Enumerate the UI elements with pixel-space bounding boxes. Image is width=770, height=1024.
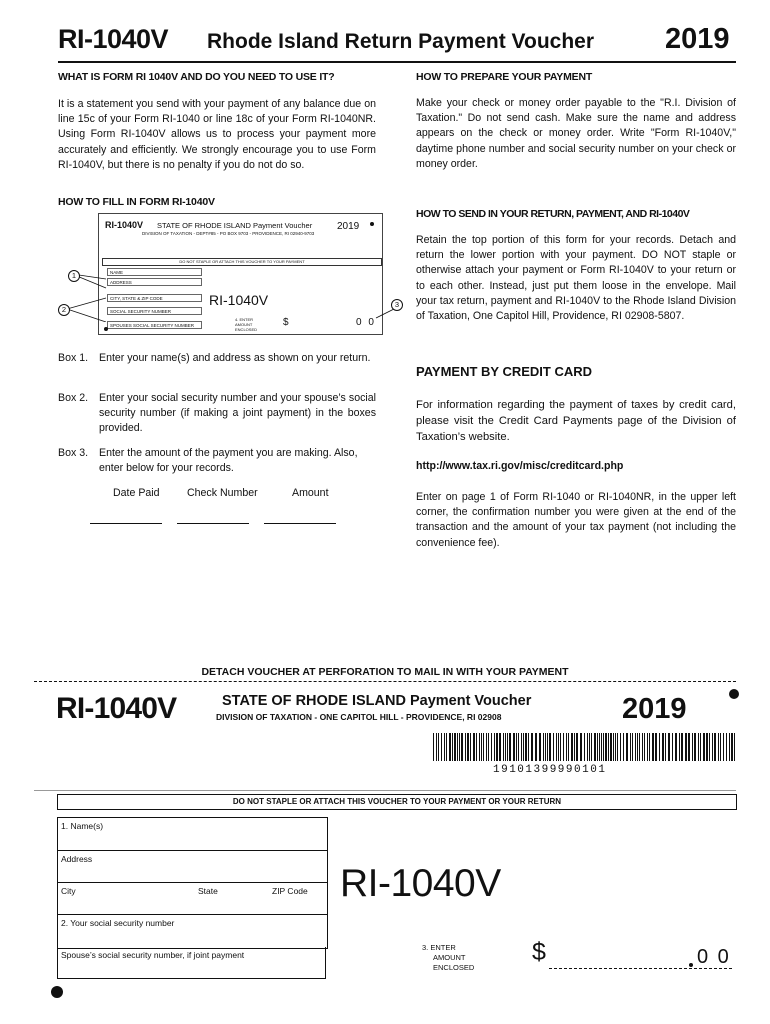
barcode-bar xyxy=(714,733,716,761)
barcode-bar xyxy=(560,733,561,761)
barcode-bar xyxy=(692,733,693,761)
barcode-bar xyxy=(703,733,705,761)
names-label: 1. Name(s) xyxy=(61,821,104,831)
barcode-bar xyxy=(597,733,598,761)
voucher-title: STATE OF RHODE ISLAND Payment Voucher xyxy=(222,693,532,709)
barcode-bar xyxy=(494,733,495,761)
fill-heading: HOW TO FILL IN FORM RI-1040V xyxy=(58,196,215,208)
barcode-bar xyxy=(688,733,690,761)
sample-dollar: $ xyxy=(283,317,289,328)
barcode-number: 19101399990101 xyxy=(493,764,607,776)
date-paid-line[interactable] xyxy=(90,523,162,524)
barcode-bar xyxy=(543,733,544,761)
barcode-bar xyxy=(461,733,463,761)
barcode-bar xyxy=(563,733,564,761)
barcode-bar xyxy=(523,733,524,761)
barcode-bar xyxy=(623,733,624,761)
barcode-bar xyxy=(568,733,569,761)
sample-title: STATE OF RHODE ISLAND Payment Voucher xyxy=(157,221,313,230)
barcode-bar xyxy=(481,733,482,761)
barcode-bar xyxy=(610,733,612,761)
barcode-bar xyxy=(594,733,596,761)
barcode-bar xyxy=(685,733,687,761)
barcode-bar xyxy=(635,733,636,761)
barcode-bar xyxy=(446,733,447,761)
barcode-bar xyxy=(499,733,501,761)
sample-name: NAME xyxy=(107,268,202,276)
barcode-bar xyxy=(571,733,573,761)
sample-city: CITY, STATE & ZIP CODE xyxy=(107,294,202,302)
barcode-bar xyxy=(698,733,699,761)
barcode-bar xyxy=(694,733,696,761)
amount-line[interactable] xyxy=(264,523,336,524)
barcode-bar xyxy=(444,733,445,761)
barcode-bar xyxy=(608,733,609,761)
sample-spouse-ssn: SPOUSES SOCIAL SECURITY NUMBER xyxy=(107,321,202,329)
barcode-bar xyxy=(726,733,727,761)
barcode-bar xyxy=(491,733,492,761)
sample-no-staple: DO NOT STAPLE OR ATTACH THIS VOUCHER TO YOUR PAYMENT xyxy=(102,258,382,266)
col-date-paid: Date Paid xyxy=(113,487,160,499)
barcode-bar xyxy=(486,733,487,761)
barcode-bar xyxy=(613,733,614,761)
voucher-form-box xyxy=(57,817,328,949)
detach-instruction: DETACH VOUCHER AT PERFORATION TO MAIL IN WITH YOUR PAYMENT xyxy=(201,666,569,678)
callout-arrows xyxy=(60,262,410,322)
sample-address: ADDRESS xyxy=(107,278,202,286)
barcode xyxy=(433,733,737,761)
barcode-bar xyxy=(679,733,680,761)
barcode-bar xyxy=(605,733,607,761)
callout-1: 1 xyxy=(68,270,80,282)
barcode-bar xyxy=(603,733,604,761)
address-field[interactable] xyxy=(58,851,327,883)
barcode-bar xyxy=(449,733,451,761)
barcode-bar xyxy=(488,733,489,761)
form-number: RI-1040V xyxy=(58,24,169,54)
address-label: Address xyxy=(61,854,93,864)
barcode-bar xyxy=(700,733,701,761)
callout-arrow-2 xyxy=(67,298,106,309)
barcode-bar xyxy=(539,733,541,761)
barcode-bar xyxy=(457,733,458,761)
sample-bottom-dot xyxy=(104,327,108,331)
barcode-bar xyxy=(547,733,548,761)
barcode-bar xyxy=(731,733,733,761)
barcode-bar xyxy=(525,733,527,761)
box2-label: Box 2. xyxy=(58,392,89,404)
col-check-number: Check Number xyxy=(187,487,258,499)
callout-2: 2 xyxy=(58,304,70,316)
voucher-no-staple: DO NOT STAPLE OR ATTACH THIS VOUCHER TO YOUR PAYMENT OR YOUR RETURN xyxy=(57,794,737,810)
what-body: It is a statement you send with your payment of any balance due on line 15c of your Form RI-1040 or line 18c of your Form RI-1040NR. Using Form RI-1040V allows us to process your payment more accurately and efficiently. We strongly encourage you to use Form RI-1040V, but there is no penalty if you do not do so. xyxy=(58,98,376,171)
barcode-bar xyxy=(574,733,575,761)
state-label: State xyxy=(198,886,218,896)
box3-label: Box 3. xyxy=(58,447,89,459)
barcode-bar xyxy=(553,733,554,761)
voucher-year: 2019 xyxy=(622,693,687,725)
barcode-bar xyxy=(576,733,578,761)
form-year: 2019 xyxy=(665,23,730,55)
sample-enter: 4. ENTER AMOUNT ENCLOSED xyxy=(235,317,258,332)
barcode-bar xyxy=(639,733,640,761)
sample-ssn: SOCIAL SECURITY NUMBER xyxy=(107,307,202,315)
barcode-bar xyxy=(662,733,664,761)
sample-form: RI-1040V xyxy=(105,220,144,230)
barcode-bar xyxy=(454,733,456,761)
barcode-bar xyxy=(441,733,442,761)
barcode-bar xyxy=(734,733,735,761)
col-amount: Amount xyxy=(292,487,329,499)
barcode-bar xyxy=(587,733,588,761)
box3-text: Enter the amount of the payment you are making. Also, enter below for your records. xyxy=(99,447,358,474)
credit-url[interactable]: http://www.tax.ri.gov/misc/creditcard.php xyxy=(416,460,624,472)
credit-body: For information regarding the payment of taxes by credit card, please visit the Credit Card Payments page of the Division of Taxation’s website. xyxy=(416,399,736,444)
barcode-bar xyxy=(665,733,666,761)
barcode-bar xyxy=(507,733,508,761)
ssn-field[interactable] xyxy=(58,915,327,948)
voucher-big-form: RI-1040V xyxy=(340,862,501,905)
spouse-ssn-label: Spouse’s social security number, if joint payment xyxy=(61,950,245,960)
page-title: Rhode Island Return Payment Voucher xyxy=(207,30,595,53)
prepare-heading: HOW TO PREPARE YOUR PAYMENT xyxy=(416,71,593,83)
barcode-bar xyxy=(599,733,600,761)
barcode-bar xyxy=(630,733,631,761)
enter-amount-label xyxy=(422,943,474,973)
barcode-bar xyxy=(649,733,650,761)
barcode-bar xyxy=(521,733,522,761)
barcode-bar xyxy=(729,733,730,761)
dollar-sign: $ xyxy=(532,938,546,966)
barcode-bar xyxy=(516,733,517,761)
barcode-bar xyxy=(652,733,654,761)
sample-year: 2019 xyxy=(337,221,360,232)
barcode-bar xyxy=(513,733,515,761)
barcode-bar xyxy=(681,733,683,761)
barcode-bar xyxy=(483,733,484,761)
box2-text: Enter your social security number and your spouse’s social security number (if making a joint payment) in the boxes provided. xyxy=(99,392,376,434)
barcode-bar xyxy=(589,733,590,761)
barcode-bar xyxy=(438,733,439,761)
ssn-label: 2. Your social security number xyxy=(61,918,175,928)
sample-sub: DIVISION OF TAXATION - DEPT#85 - PO BOX 9703 - PROVIDENCE, RI 02940-9703 xyxy=(142,231,315,236)
barcode-bar xyxy=(709,733,710,761)
box1-text: Enter your name(s) and address as shown on your return. xyxy=(99,352,371,364)
callout-3: 3 xyxy=(391,299,403,311)
barcode-bar xyxy=(706,733,708,761)
barcode-bar xyxy=(473,733,475,761)
barcode-bar xyxy=(467,733,469,761)
send-body: Retain the top portion of this form for your records. Detach and return the lower portion with your payment. DO NOT staple or otherwise attach your payment or Form RI-1040V to your return or to each other. Instead, just put them loose in the envelope. Mail your tax return, payment and RI-1040V to the Rhode Island Division of Taxation, One Capitol Hill, Providence, RI 02908-5807. xyxy=(416,234,736,323)
decimal-point xyxy=(689,963,693,967)
barcode-bar xyxy=(556,733,557,761)
barcode-bar xyxy=(580,733,582,761)
barcode-bar xyxy=(632,733,633,761)
enter-amount: AMOUNT xyxy=(433,953,466,962)
barcode-bar xyxy=(675,733,677,761)
names-field[interactable] xyxy=(58,818,327,851)
barcode-bar xyxy=(723,733,724,761)
enter-num: 3. ENTER xyxy=(422,943,456,952)
barcode-bar xyxy=(518,733,519,761)
barcode-bar xyxy=(452,733,453,761)
barcode-bar xyxy=(558,733,559,761)
barcode-bar xyxy=(601,733,602,761)
barcode-bar xyxy=(531,733,533,761)
what-heading: WHAT IS FORM RI 1040V AND DO YOU NEED TO USE IT? xyxy=(58,71,335,83)
credit-heading: PAYMENT BY CREDIT CARD xyxy=(416,364,593,379)
credit-note: Enter on page 1 of Form RI-1040 or RI-1040NR, in the upper left corner, the confirmation number you were given at the end of the transaction and the amount of your tax payment (not including the convenience fee). xyxy=(416,491,736,549)
sample-zeros: 0 0 xyxy=(356,317,376,328)
barcode-bar xyxy=(617,733,618,761)
zip-label: ZIP Code xyxy=(272,886,308,896)
barcode-bar xyxy=(476,733,477,761)
barcode-bar xyxy=(659,733,660,761)
prepare-body: Make your check or money order payable to the "R.I. Division of Taxation." Do not send cash. Make sure the name and address appears on the check or money order. Write "Form RI-1040V," daytime phone number and social security number on your check or money order. xyxy=(416,97,736,170)
barcode-bar xyxy=(584,733,585,761)
barcode-bar xyxy=(549,733,551,761)
callout-arrow-2b xyxy=(67,309,106,322)
barcode-bar xyxy=(615,733,616,761)
barcode-bar xyxy=(647,733,648,761)
amount-zeros: 0 0 xyxy=(697,946,731,968)
barcode-bar xyxy=(672,733,673,761)
barcode-bar xyxy=(644,733,645,761)
spouse-ssn-field[interactable] xyxy=(57,947,326,979)
voucher-divider xyxy=(34,790,736,791)
barcode-bar xyxy=(591,733,592,761)
voucher-sub: DIVISION OF TAXATION - ONE CAPITOL HILL - PROVIDENCE, RI 02908 xyxy=(216,712,502,722)
barcode-bar xyxy=(637,733,638,761)
barcode-bar xyxy=(545,733,546,761)
barcode-bar xyxy=(655,733,657,761)
barcode-bar xyxy=(505,733,506,761)
voucher-form-number: RI-1040V xyxy=(56,692,177,725)
barcode-bar xyxy=(642,733,643,761)
enter-enclosed: ENCLOSED xyxy=(433,963,475,972)
voucher-bottom-dot xyxy=(51,986,63,998)
barcode-bar xyxy=(566,733,567,761)
barcode-bar xyxy=(712,733,713,761)
barcode-bar xyxy=(459,733,460,761)
barcode-bar xyxy=(668,733,670,761)
barcode-bar xyxy=(509,733,511,761)
box1-label: Box 1. xyxy=(58,352,89,364)
barcode-bar xyxy=(479,733,480,761)
send-heading: HOW TO SEND IN YOUR RETURN, PAYMENT, AND RI-1040V xyxy=(416,208,690,220)
perforation-line xyxy=(34,681,736,682)
city-state-zip-field[interactable] xyxy=(58,883,327,915)
barcode-bar xyxy=(620,733,621,761)
barcode-bar xyxy=(433,733,434,761)
sample-big-form: RI-1040V xyxy=(209,292,269,308)
barcode-bar xyxy=(535,733,537,761)
barcode-bar xyxy=(626,733,628,761)
voucher-registration-dot xyxy=(729,689,739,699)
barcode-bar xyxy=(465,733,466,761)
sample-dot xyxy=(370,222,374,226)
header-rule xyxy=(58,61,736,63)
barcode-bar xyxy=(720,733,721,761)
barcode-bar xyxy=(470,733,471,761)
barcode-bar xyxy=(436,733,437,761)
barcode-bar xyxy=(528,733,529,761)
city-label: City xyxy=(61,886,76,896)
check-number-line[interactable] xyxy=(177,523,249,524)
barcode-bar xyxy=(718,733,719,761)
barcode-bar xyxy=(496,733,498,761)
barcode-bar xyxy=(503,733,504,761)
